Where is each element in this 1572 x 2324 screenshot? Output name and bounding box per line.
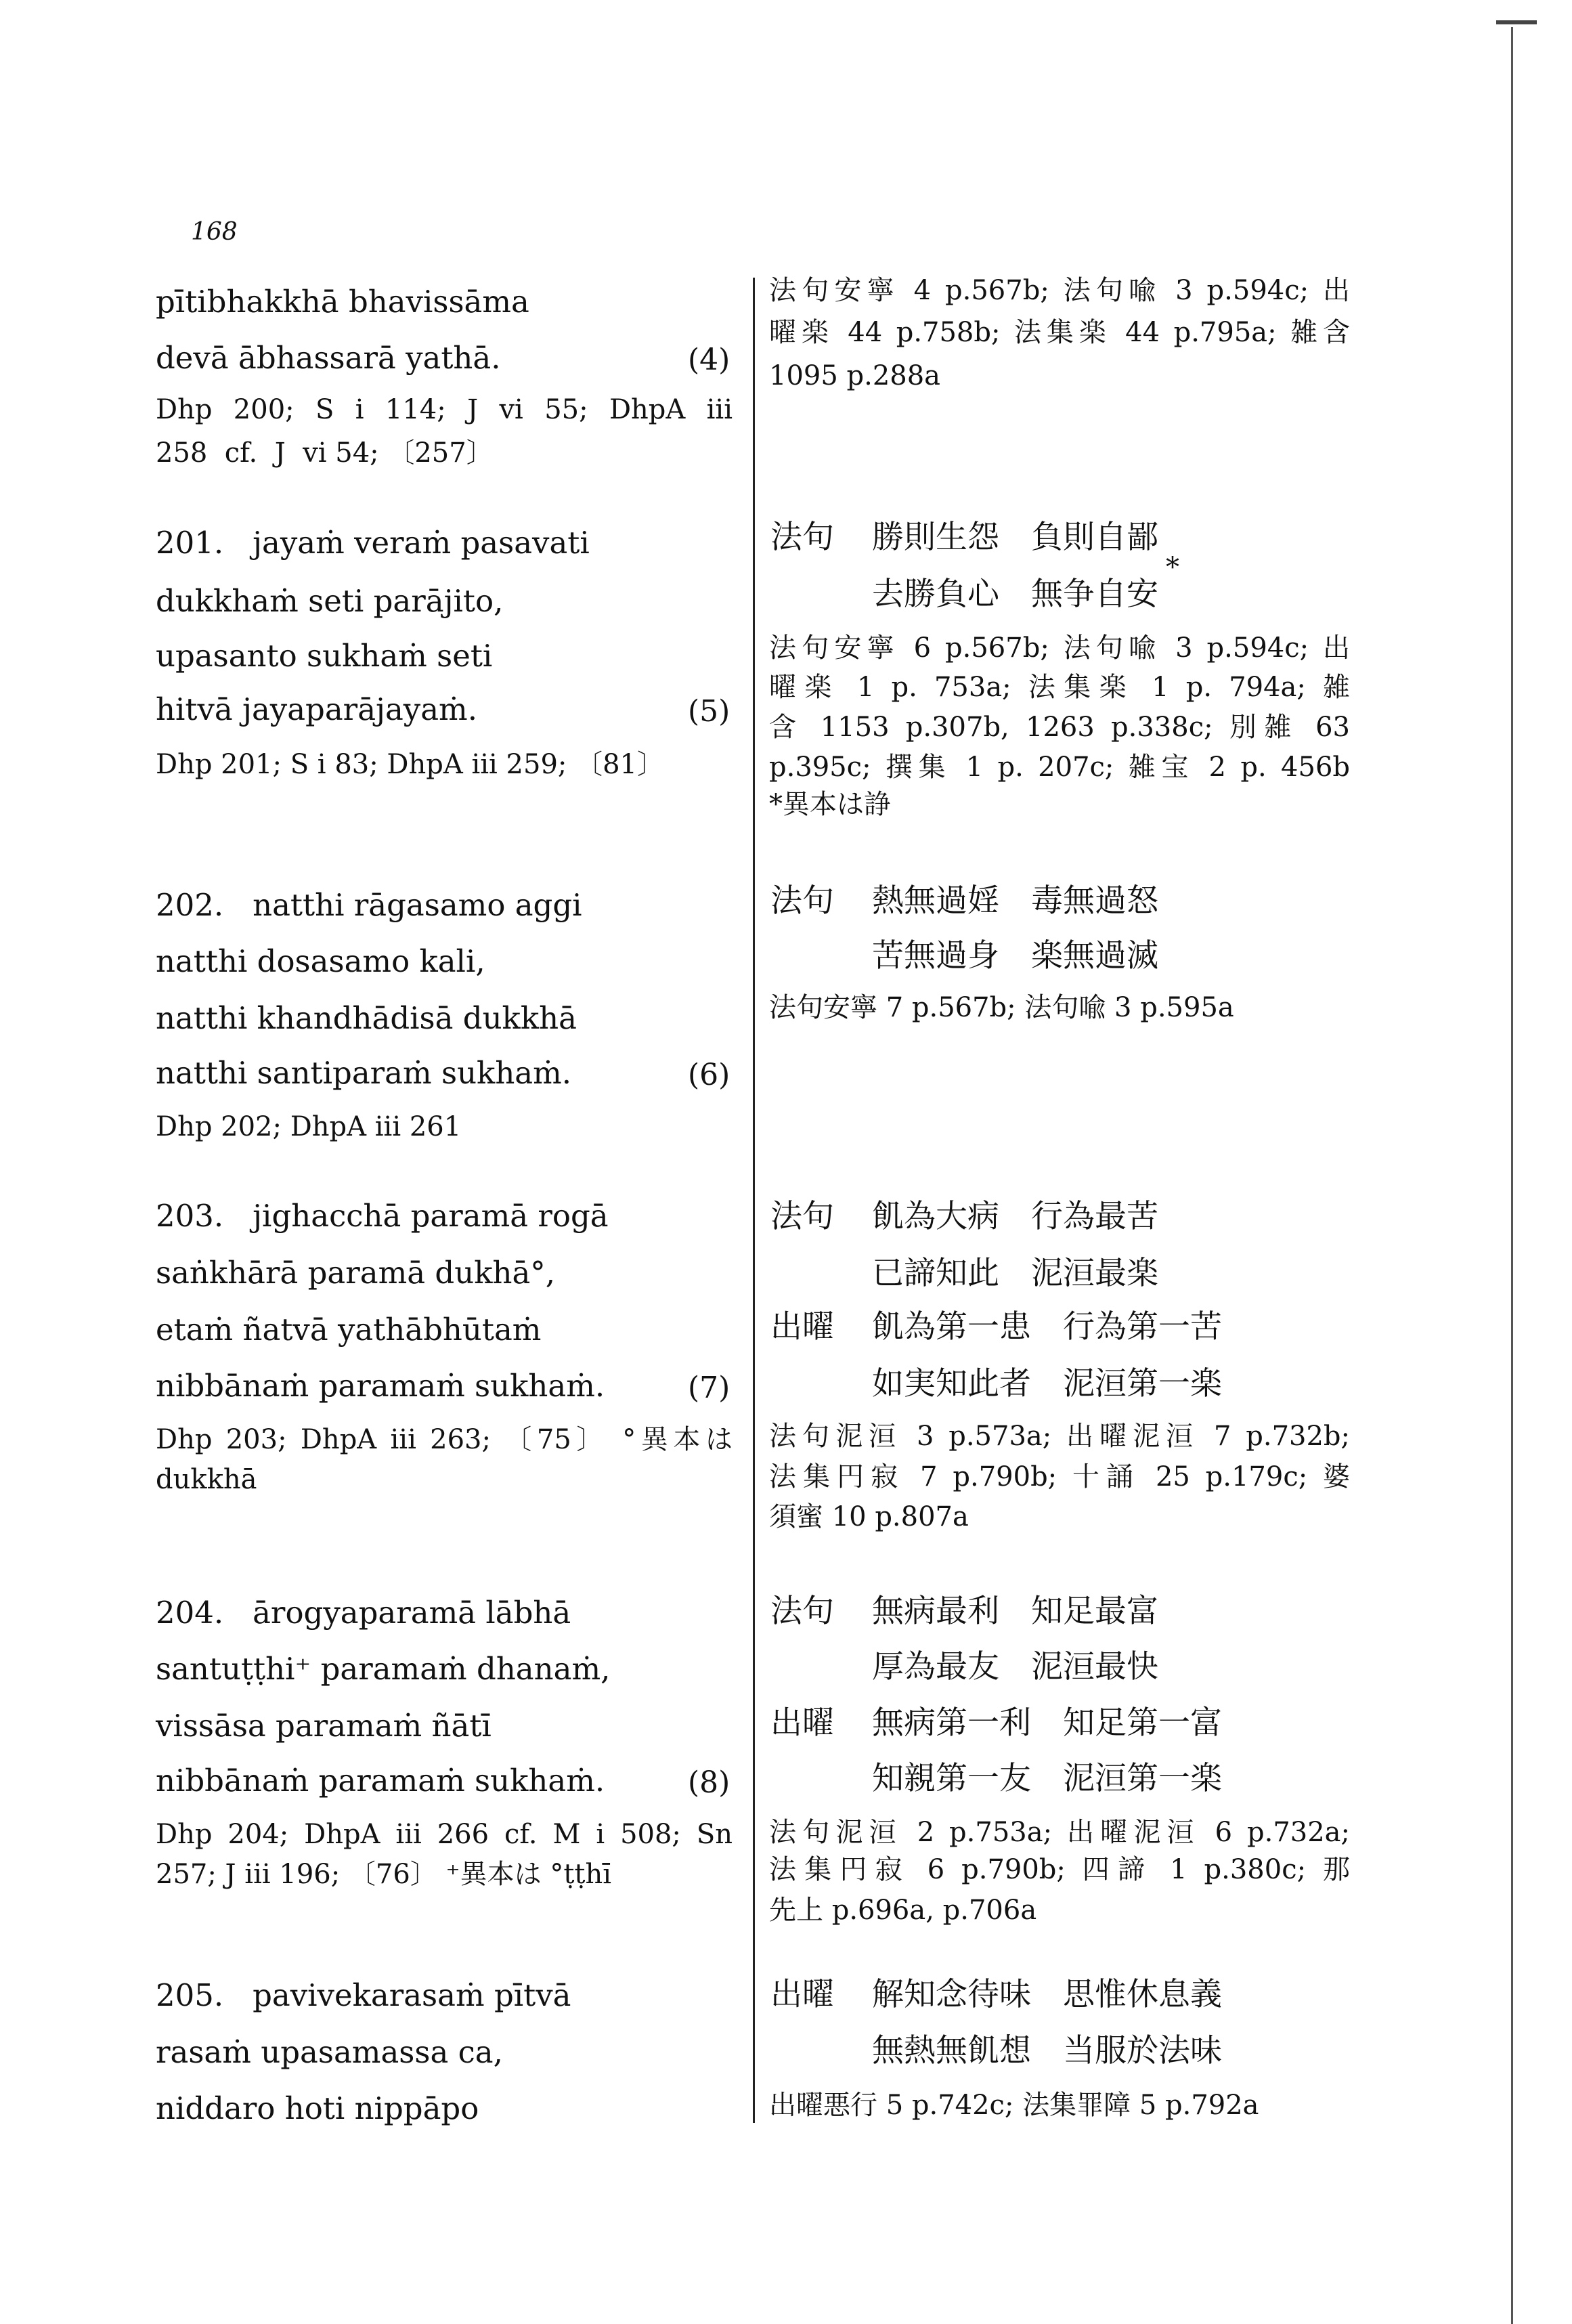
parallel-reference-line: 1095 p.288a: [769, 360, 941, 391]
verse-line: devā ābhassarā yathā.: [156, 340, 501, 376]
chinese-verse-line: 飢為大病 行為最苦: [872, 1198, 1158, 1236]
verse-line: 202. natthi rāgasamo aggi: [156, 886, 582, 923]
reference-line: Dhp 204; DhpA iii 266 cf. M i 508; Sn: [156, 1818, 733, 1850]
page-edge-line: [1511, 27, 1513, 2324]
chinese-verse-line: 苦無過身 楽無過滅: [872, 937, 1158, 975]
column-divider: [753, 278, 755, 2123]
source-label: 法句: [770, 519, 834, 557]
reference-line: Dhp 203; DhpA iii 263; 〔75〕 °異本は: [156, 1423, 733, 1455]
verse-line: natthi dosasamo kali,: [156, 943, 485, 980]
verse-line: pītibhakkhā bhavissāma: [156, 283, 529, 320]
chinese-verse-line: 無病第一利 知足第一富: [872, 1704, 1222, 1742]
verse-line: rasaṁ upasamassa ca,: [156, 2034, 503, 2070]
chinese-verse-line: 如実知此者 泥洹第一楽: [872, 1364, 1222, 1402]
parallel-reference-line: p.395c; 撰集 1 p. 207c; 雑宝 2 p. 456b: [769, 752, 1350, 783]
chinese-verse-line: 熱無過婬 毒無過怒: [872, 882, 1158, 920]
parallel-reference-line: 出曜悪行 5 p.742c; 法集罪障 5 p.792a: [769, 2090, 1259, 2121]
source-label: 法句: [770, 1593, 834, 1631]
parallel-reference-line: 法集円寂 7 p.790b; 十誦 25 p.179c; 婆: [769, 1461, 1350, 1492]
parallel-reference-line: 法句泥洹 3 p.573a; 出曜泥洹 7 p.732b;: [769, 1421, 1350, 1452]
parallel-reference-line: 法句安寧 6 p.567b; 法句喩 3 p.594c; 出: [769, 632, 1350, 664]
chinese-verse-line: 去勝負心 無争自安: [872, 575, 1158, 613]
chinese-verse-line: 無熱無飢想 当服於法味: [872, 2032, 1222, 2070]
verse-line: 201. jayaṁ veraṁ pasavati: [156, 525, 590, 561]
verse-line: nibbānaṁ paramaṁ sukhaṁ.: [156, 1368, 605, 1404]
verse-line: upasanto sukhaṁ seti: [156, 638, 493, 674]
verse-line: santuṭṭhi⁺ paramaṁ dhanaṁ,: [156, 1651, 611, 1687]
chinese-verse-line: 飢為第一患 行為第一苦: [872, 1308, 1222, 1346]
verse-line: niddaro hoti nippāpo: [156, 2090, 479, 2127]
verse-line: dukkhaṁ seti parājito,: [156, 582, 504, 619]
reference-line: Dhp 202; DhpA iii 261: [156, 1111, 462, 1142]
parallel-reference-line: 法句泥洹 2 p.753a; 出曜泥洹 6 p.732a;: [769, 1817, 1350, 1849]
source-label: 法句: [770, 1198, 834, 1236]
chinese-verse-line: 解知念待味 思惟休息義: [872, 1975, 1222, 2013]
verse-line: etaṁ ñatvā yathābhūtaṁ: [156, 1311, 542, 1348]
parallel-reference-line: 含 1153 p.307b, 1263 p.338c; 別雑 63: [769, 712, 1350, 743]
reference-line: Dhp 201; S i 83; DhpA iii 259; 〔81〕: [156, 749, 664, 780]
page-number: 168: [191, 218, 238, 246]
verse-line: 204. ārogyaparamā lābhā: [156, 1594, 571, 1631]
parallel-reference-line: *異本は諍: [769, 789, 891, 821]
verse-line: vissāsa paramaṁ ñātī: [156, 1707, 492, 1744]
variant-asterisk: *: [1166, 552, 1179, 583]
parallel-reference-line: 法句安寧 7 p.567b; 法句喩 3 p.595a: [769, 991, 1234, 1023]
verse-marker: (6): [688, 1058, 730, 1093]
verse-line: natthi khandhādisā dukkhā: [156, 999, 577, 1036]
verse-line: hitvā jayaparājayaṁ.: [156, 691, 478, 728]
parallel-reference-line: 須蜜 10 p.807a: [769, 1501, 969, 1532]
source-label: 出曜: [770, 1308, 834, 1346]
verse-line: saṅkhārā paramā dukhā°,: [156, 1255, 556, 1291]
parallel-reference-line: 法句安寧 4 p.567b; 法句喩 3 p.594c; 出: [769, 275, 1350, 307]
verse-line: natthi santiparaṁ sukhaṁ.: [156, 1055, 572, 1092]
chinese-verse-line: 無病最利 知足最富: [872, 1593, 1158, 1631]
verse-marker: (8): [688, 1765, 730, 1801]
parallel-reference-line: 曜楽 44 p.758b; 法集楽 44 p.795a; 雑含: [769, 317, 1350, 348]
verse-marker: (5): [688, 694, 730, 729]
reference-line: 258 cf. J vi 54; 〔257〕: [156, 437, 494, 469]
source-label: 出曜: [770, 1704, 834, 1742]
verse-line: nibbānaṁ paramaṁ sukhaṁ.: [156, 1763, 605, 1799]
reference-line: 257; J iii 196; 〔76〕 ⁺異本は °ṭṭhī: [156, 1859, 612, 1890]
reference-line: dukkhā: [156, 1464, 257, 1495]
verse-marker: (4): [688, 343, 730, 378]
chinese-verse-line: 已諦知此 泥洹最楽: [872, 1255, 1158, 1292]
source-label: 出曜: [770, 1975, 834, 2013]
chinese-verse-line: 厚為最友 泥洹最快: [872, 1648, 1158, 1685]
reference-line: Dhp 200; S i 114; J vi 55; DhpA iii: [156, 394, 733, 426]
source-label: 法句: [770, 882, 834, 920]
verse-line: 205. pavivekarasaṁ pītvā: [156, 1977, 571, 2013]
verse-marker: (7): [688, 1371, 730, 1406]
parallel-reference-line: 先上 p.696a, p.706a: [769, 1894, 1037, 1926]
chinese-verse-line: 勝則生怨 負則自鄙: [872, 519, 1158, 557]
parallel-reference-line: 曜楽 1 p. 753a; 法集楽 1 p. 794a; 雑: [769, 671, 1350, 703]
chinese-verse-line: 知親第一友 泥洹第一楽: [872, 1759, 1222, 1797]
verse-line: 203. jighacchā paramā rogā: [156, 1198, 609, 1234]
page-edge-mark: [1496, 20, 1537, 24]
parallel-reference-line: 法集円寂 6 p.790b; 四諦 1 p.380c; 那: [769, 1854, 1350, 1886]
